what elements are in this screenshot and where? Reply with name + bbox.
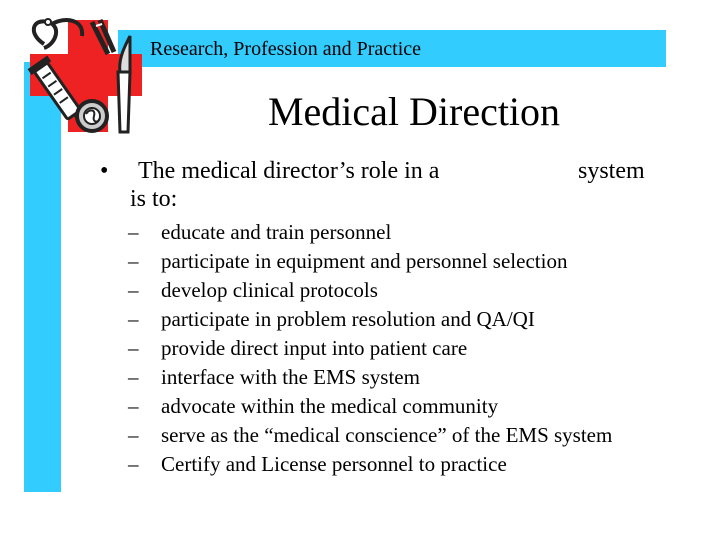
list-item-text: participate in equipment and personnel selection (161, 249, 568, 273)
sub-marker: – (128, 452, 139, 476)
list-item-text: provide direct input into patient care (161, 336, 468, 360)
slide-title: Medical Direction (267, 89, 561, 134)
sub-marker: – (128, 394, 139, 418)
list-item-text: develop clinical protocols (161, 278, 378, 302)
sub-marker: – (128, 423, 139, 447)
sub-marker: – (128, 249, 139, 273)
sub-marker: – (128, 365, 139, 389)
list-item-text: Certify and License personnel to practice (161, 452, 507, 476)
header-banner (118, 30, 666, 67)
list-item-text: educate and train personnel (161, 220, 392, 244)
list-item-text: advocate within the medical community (161, 394, 499, 418)
list-item-text: interface with the EMS system (161, 365, 420, 389)
bullet-line-2: is to: (130, 186, 178, 212)
sub-marker: – (128, 278, 139, 302)
sub-marker: – (128, 307, 139, 331)
bullet-line-1: The medical director’s role in a (138, 158, 440, 184)
list-item-text: participate in problem resolution and QA/QI (161, 307, 535, 331)
header-banner-text: Research, Profession and Practice (150, 38, 422, 60)
sub-marker: – (128, 220, 139, 244)
bullet-trailing-word: system (578, 158, 645, 184)
list-item-text: serve as the “medical conscience” of the EMS system (161, 423, 613, 447)
sub-marker: – (128, 336, 139, 360)
bullet-marker: • (100, 158, 109, 184)
medical-instruments-clipart-icon (22, 14, 150, 138)
